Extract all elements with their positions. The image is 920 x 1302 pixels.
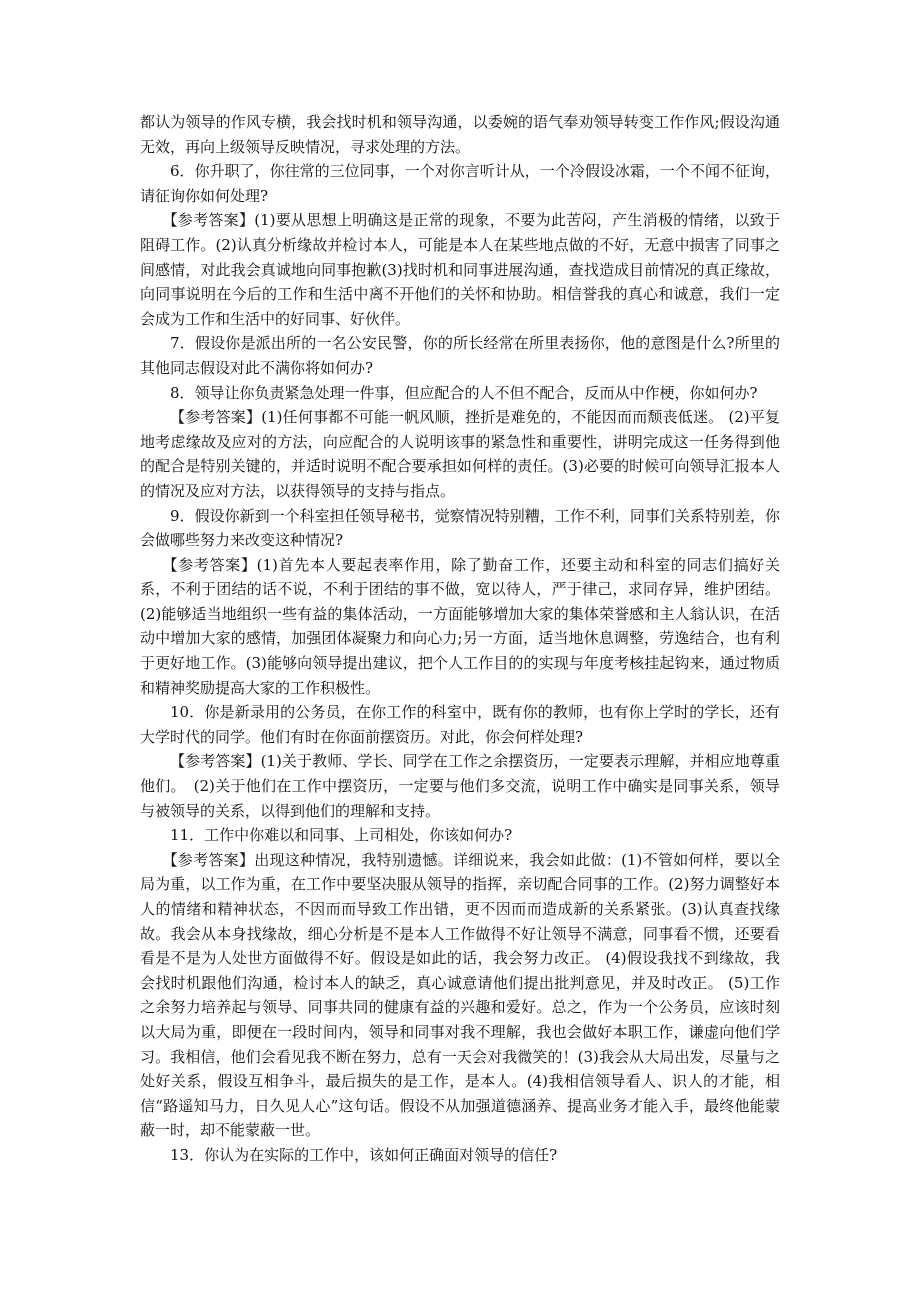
question-10: 10．你是新录用的公务员，在你工作的科室中，既有你的教师，也有你上学时的学长，还有大学时代的同学。他们有时在你面前摆资历。对此，你会何样处理?: [140, 703, 780, 746]
question-13: 13．你认为在实际的工作中，该如何正确面对领导的信任?: [170, 1145, 558, 1164]
answer-10: 【参考答案】(1)关于教师、学长、同学在工作之余摆资历，一定要表示理解，并相应地尊重他们。 (2)关于他们在工作中摆资历，一定要与他们多交流，说明工作中确实是同事关系，领导与被领导的关系，以得到他们的理解和支持。: [140, 752, 780, 820]
question-6: 6．你升职了，你往常的三位同事，一个对你言听计从，一个冷假设冰霜，一个不闻不征询，请征询你如何处理?: [140, 162, 780, 205]
question-9: 9．假设你新到一个科室担任领导秘书，觉察情况特别糟，工作不利，同事们关系特别差，你会做哪些努力来改变这种情况?: [140, 506, 780, 550]
answer-6: 【参考答案】(1)要从思想上明确这是正常的现象，不要为此苦闷，产生消极的情绪，以致于阻碍工作。(2)认真分析缘故并检讨本人，可能是本人在某些地点做的不好，无意中损害了同事之间感情，对此我会真诚地向同事抱歉(3)找时机和同事进展沟通，查找造成目前情况的真正缘故，向同事说明在今后的工作和生活中离不开他们的关怀和协助。相信誉我的真心和诚意，我们一定会成为工作和生活中的好同事、好伙伴。: [140, 211, 780, 328]
question-7: 7．假设你是派出所的一名公安民警，你的所长经常在所里表扬你，他的意图是什么?所里的其他同志假设对此不满你将如何办?: [140, 334, 780, 377]
paragraph-continuation: 都认为领导的作风专横，我会找时机和领导沟通，以委婉的语气奉劝领导转变工作作风;假设沟通无效，再向上级领导反映情况，寻求处理的方法。: [140, 113, 780, 156]
question-8: 8．领导让你负责紧急处理一件事，但应配合的人不但不配合，反而从中作梗，你如何办?: [170, 383, 758, 402]
answer-11: 【参考答案】出现这种情况，我特别遗憾。详细说来，我会如此做：(1)不管如何样，要以全局为重，以工作为重，在工作中要坚决服从领导的指挥，亲切配合同事的工作。(2)努力调整好本人的情绪和精神状态，不因而而导致工作出错，更不因而而造成新的关系紧张。(3)认真查找缘故。我会从本身找缘故，细心分析是不是本人工作做得不好让领导不满意，同事看不惯，还要看看是不是为人处世方面做得不好。假设是如此的话，我会努力改正。 (4)假设我找不到缘故，我会找时机跟他们沟通，检讨本人的缺乏，真心诚意请他们提出批判意见，并及时改正。 (5)工作之余努力培养起与领导、同事共同的健康有益的兴趣和爱好。总之，作为一个公务员，应该时刻以大局为重，即便在一段时间内，领导和同事对我不理解，我也会做好本职工作，谦虚向他们学习。我相信，他们会看见我不断在努力，总有一天会对我微笑的！(3)我会从大局出发，尽量与之处好关系，假设互相争斗，最后损失的是工作，是本人。(4)我相信领导看人、识人的才能，相信“路遥知马力，日久见人心”这句话。假设不从加强道德涵养、提高业务才能入手，最终他能蒙蔽一时，却不能蒙蔽一世。: [140, 850, 780, 1140]
answer-9: 【参考答案】(1)首先本人要起表率作用，除了勤奋工作，还要主动和科室的同志们搞好关系，不利于团结的话不说，不利于团结的事不做，宽以待人，严于律己，求同存异，维护团结。(2)能够适当地组织一些有益的集体活动，一方面能够增加大家的集体荣誉感和主人翁认识，在活动中增加大家的感情，加强团体凝聚力和向心力;另一方面，适当地休息调整，劳逸结合，也有利于更好地工作。(3)能够向领导提出建议，把个人工作目的的实现与年度考核挂起钩来，通过物质和精神奖励提高大家的工作积极性。: [140, 555, 780, 697]
question-11: 11．工作中你难以和同事、上司相处，你该如何办?: [170, 826, 513, 845]
answer-8: 【参考答案】(1)任何事都不可能一帆风顺，挫折是难免的，不能因而而颓丧低迷。 (2)平复地考虑缘故及应对的方法，向应配合的人说明该事的紧急性和重要性，讲明完成这一任务得到他的配合是特别关键的，并适时说明不配合要承担如何样的责任。(3)必要的时候可向领导汇报本人的情况及应对方法，以获得领导的支持与指点。: [140, 408, 780, 500]
